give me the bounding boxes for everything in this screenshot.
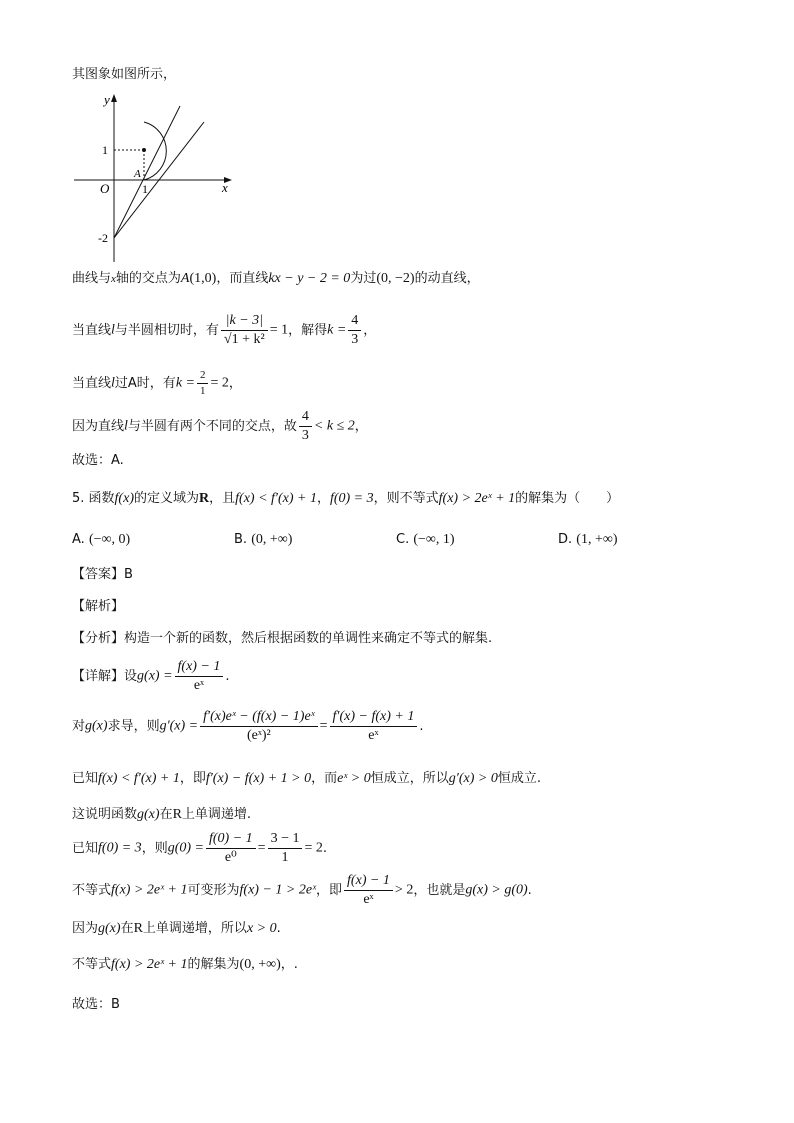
line-through-a: 当直线l过A时，有k = $\frac{2}{1}$ = 2， (72, 369, 242, 397)
derivative-line: 对g(x)求导，则g′(x) = $\frac{\text{f′(x)eˣ − (f(x) − 1)eˣ}}{\text{(eˣ)²}}$ = $\frac{f'(x) - f(x) + 1}{\text{eˣ}}$ . (72, 709, 424, 743)
option-a[interactable]: A. (−∞, 0) (72, 532, 131, 547)
monotonic-line: 这说明函数g(x)在R上单调递增. (72, 807, 252, 822)
line-range: 因为直线l与半圆有两个不同的交点，故 $\frac{4}{3}$ < k ≤ 2， (72, 409, 368, 443)
option-c[interactable]: C. (−∞, 1) (396, 532, 455, 547)
x-axis-label: x (222, 180, 228, 195)
origin-label: O (100, 181, 110, 196)
transform-line: 不等式f(x) > 2eˣ + 1可变形为f(x) − 1 > 2eˣ，即 $\frac{f(x) - 1}{\text{eˣ}}$ > 2，也就是g(x) > g(0). (72, 873, 532, 907)
y-arrow-icon (111, 94, 117, 102)
question-5: 5. 函数f(x)的定义域为R，且f(x) < f′(x) + 1，f(0) = 3，则不等式f(x) > 2eˣ + 1的解集为（ ） (72, 491, 620, 506)
point-marker (142, 148, 146, 152)
answer-line: 【答案】B (72, 567, 133, 582)
option-b[interactable]: B. (0, +∞) (234, 532, 293, 547)
option-d[interactable]: D. (1, +∞) (558, 532, 618, 547)
answer-a-line: 故选：A. (72, 453, 124, 468)
steep-line (114, 106, 180, 238)
fenxi-line: 【分析】构造一个新的函数，然后根据函数的单调性来确定不等式的解集. (72, 631, 493, 646)
analysis-tag: 【解析】 (72, 599, 125, 614)
neg-two-label: -2 (98, 231, 108, 245)
intro-text: 其图象如图所示， (72, 67, 177, 82)
known-condition-line: 已知f(x) < f′(x) + 1，即f′(x) − f(x) + 1 > 0，而eˣ > 0恒成立，所以g′(x) > 0恒成立. (72, 771, 541, 786)
solution-line: 不等式f(x) > 2eˣ + 1的解集为(0, +∞)，. (72, 957, 298, 972)
graph-figure (72, 92, 242, 262)
x-one-label: 1 (142, 182, 148, 196)
because-line: 因为g(x)在R上单调递增，所以x > 0. (72, 921, 281, 936)
line-intersection: 曲线与x轴的交点为A(1,0)，而直线kx − y − 2 = 0为过(0, −2)的动直线， (72, 271, 480, 286)
line-tangent: 当直线l与半圆相切时，有 $\frac{|k - 3|}{\text{√1 + k²}}$ = 1，解得k = $\frac{4}{3}$ ， (72, 313, 377, 347)
point-a-label: A (134, 168, 141, 180)
y-axis-label: y (104, 92, 110, 107)
y-one-label: 1 (102, 143, 108, 157)
final-answer-line: 故选：B (72, 997, 120, 1012)
xiangjie-line: 【详解】设g(x) = $\frac{f(x) - 1}{\text{eˣ}}$ . (72, 659, 230, 693)
g-zero-line: 已知f(0) = 3，则g(0) = $\frac{f(0) - 1}{\text{e⁰}}$ = $\frac{3 - 1}{1}$ = 2. (72, 831, 328, 865)
